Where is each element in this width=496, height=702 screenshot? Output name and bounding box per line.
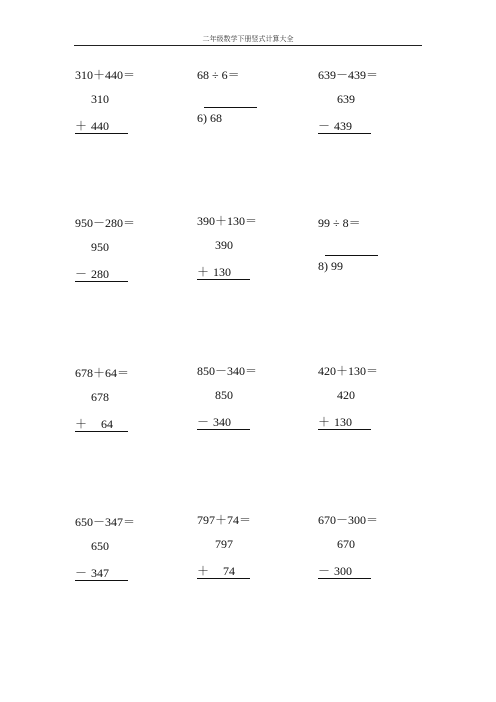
problem-10 bbox=[75, 513, 185, 603]
operator-row bbox=[197, 263, 231, 280]
operator-row bbox=[318, 117, 352, 134]
top-number: 390 bbox=[215, 238, 233, 252]
divisor: 6) bbox=[197, 111, 207, 125]
operator-row bbox=[318, 413, 352, 430]
operator-sign: － bbox=[75, 267, 88, 281]
second-operand: 340 bbox=[213, 415, 231, 429]
answer-line bbox=[75, 281, 128, 282]
problem-12 bbox=[318, 511, 428, 601]
operator-row bbox=[318, 562, 352, 579]
top-number: 310 bbox=[91, 92, 109, 106]
top-number: 797 bbox=[215, 537, 233, 551]
second-operand: 300 bbox=[334, 564, 352, 578]
problem-equation: 678＋64＝ bbox=[75, 366, 130, 380]
second-operand: 440 bbox=[91, 119, 109, 133]
operator-row bbox=[75, 564, 109, 581]
second-operand: 347 bbox=[91, 566, 109, 580]
problem-8 bbox=[197, 362, 307, 452]
second-operand: 74 bbox=[223, 564, 235, 578]
page-header-title: 二年级数学下册竖式计算大全 bbox=[202, 35, 294, 43]
divisor: 8) bbox=[318, 259, 328, 273]
problem-equation: 390＋130＝ bbox=[197, 214, 258, 228]
top-number: 850 bbox=[215, 388, 233, 402]
answer-line bbox=[197, 429, 250, 430]
answer-line bbox=[75, 431, 128, 432]
problem-2 bbox=[197, 66, 307, 156]
answer-line bbox=[75, 580, 128, 581]
second-operand: 439 bbox=[334, 119, 352, 133]
operator-sign: ＋ bbox=[75, 119, 88, 133]
operator-sign: － bbox=[75, 566, 88, 580]
operator-row bbox=[197, 413, 231, 430]
problem-3 bbox=[318, 66, 428, 156]
division-row bbox=[197, 111, 222, 126]
problem-equation: 68 ÷ 6＝ bbox=[197, 68, 240, 82]
division-bracket-bar bbox=[325, 255, 378, 256]
dividend: 99 bbox=[331, 259, 343, 273]
second-operand: 64 bbox=[101, 417, 113, 431]
top-number: 678 bbox=[91, 390, 109, 404]
answer-line bbox=[318, 429, 371, 430]
problem-equation: 797＋74＝ bbox=[197, 513, 252, 527]
problem-5 bbox=[197, 212, 307, 302]
problem-equation: 99 ÷ 8＝ bbox=[318, 216, 361, 230]
operator-sign: ＋ bbox=[318, 415, 331, 429]
top-number: 670 bbox=[337, 537, 355, 551]
answer-line bbox=[197, 279, 250, 280]
answer-line bbox=[197, 578, 250, 579]
operator-row bbox=[197, 562, 235, 579]
problem-equation: 950－280＝ bbox=[75, 216, 136, 230]
top-number: 950 bbox=[91, 240, 109, 254]
division-row bbox=[318, 259, 343, 274]
second-operand: 130 bbox=[213, 265, 231, 279]
operator-row bbox=[75, 415, 113, 432]
operator-sign: ＋ bbox=[197, 564, 210, 578]
problem-1 bbox=[75, 66, 185, 156]
dividend: 68 bbox=[210, 111, 222, 125]
problem-equation: 650－347＝ bbox=[75, 515, 136, 529]
top-number: 420 bbox=[337, 388, 355, 402]
problem-equation: 639－439＝ bbox=[318, 68, 379, 82]
problem-7 bbox=[75, 364, 185, 454]
answer-line bbox=[318, 133, 371, 134]
second-operand: 130 bbox=[334, 415, 352, 429]
operator-sign: － bbox=[318, 119, 331, 133]
problem-11 bbox=[197, 511, 307, 601]
problem-equation: 420＋130＝ bbox=[318, 364, 379, 378]
division-bracket-bar bbox=[204, 107, 257, 108]
operator-sign: ＋ bbox=[75, 417, 88, 431]
operator-sign: － bbox=[318, 564, 331, 578]
operator-sign: ＋ bbox=[197, 265, 210, 279]
problem-equation: 850－340＝ bbox=[197, 364, 258, 378]
operator-row bbox=[75, 117, 109, 134]
problem-equation: 670－300＝ bbox=[318, 513, 379, 527]
second-operand: 280 bbox=[91, 267, 109, 281]
operator-row bbox=[75, 265, 109, 282]
top-number: 650 bbox=[91, 539, 109, 553]
top-number: 639 bbox=[337, 92, 355, 106]
operator-sign: － bbox=[197, 415, 210, 429]
answer-line bbox=[75, 133, 128, 134]
problem-equation: 310＋440＝ bbox=[75, 68, 136, 82]
header-rule bbox=[74, 45, 422, 46]
problem-4 bbox=[75, 214, 185, 304]
problem-9 bbox=[318, 362, 428, 452]
problem-6 bbox=[318, 214, 428, 304]
answer-line bbox=[318, 578, 371, 579]
